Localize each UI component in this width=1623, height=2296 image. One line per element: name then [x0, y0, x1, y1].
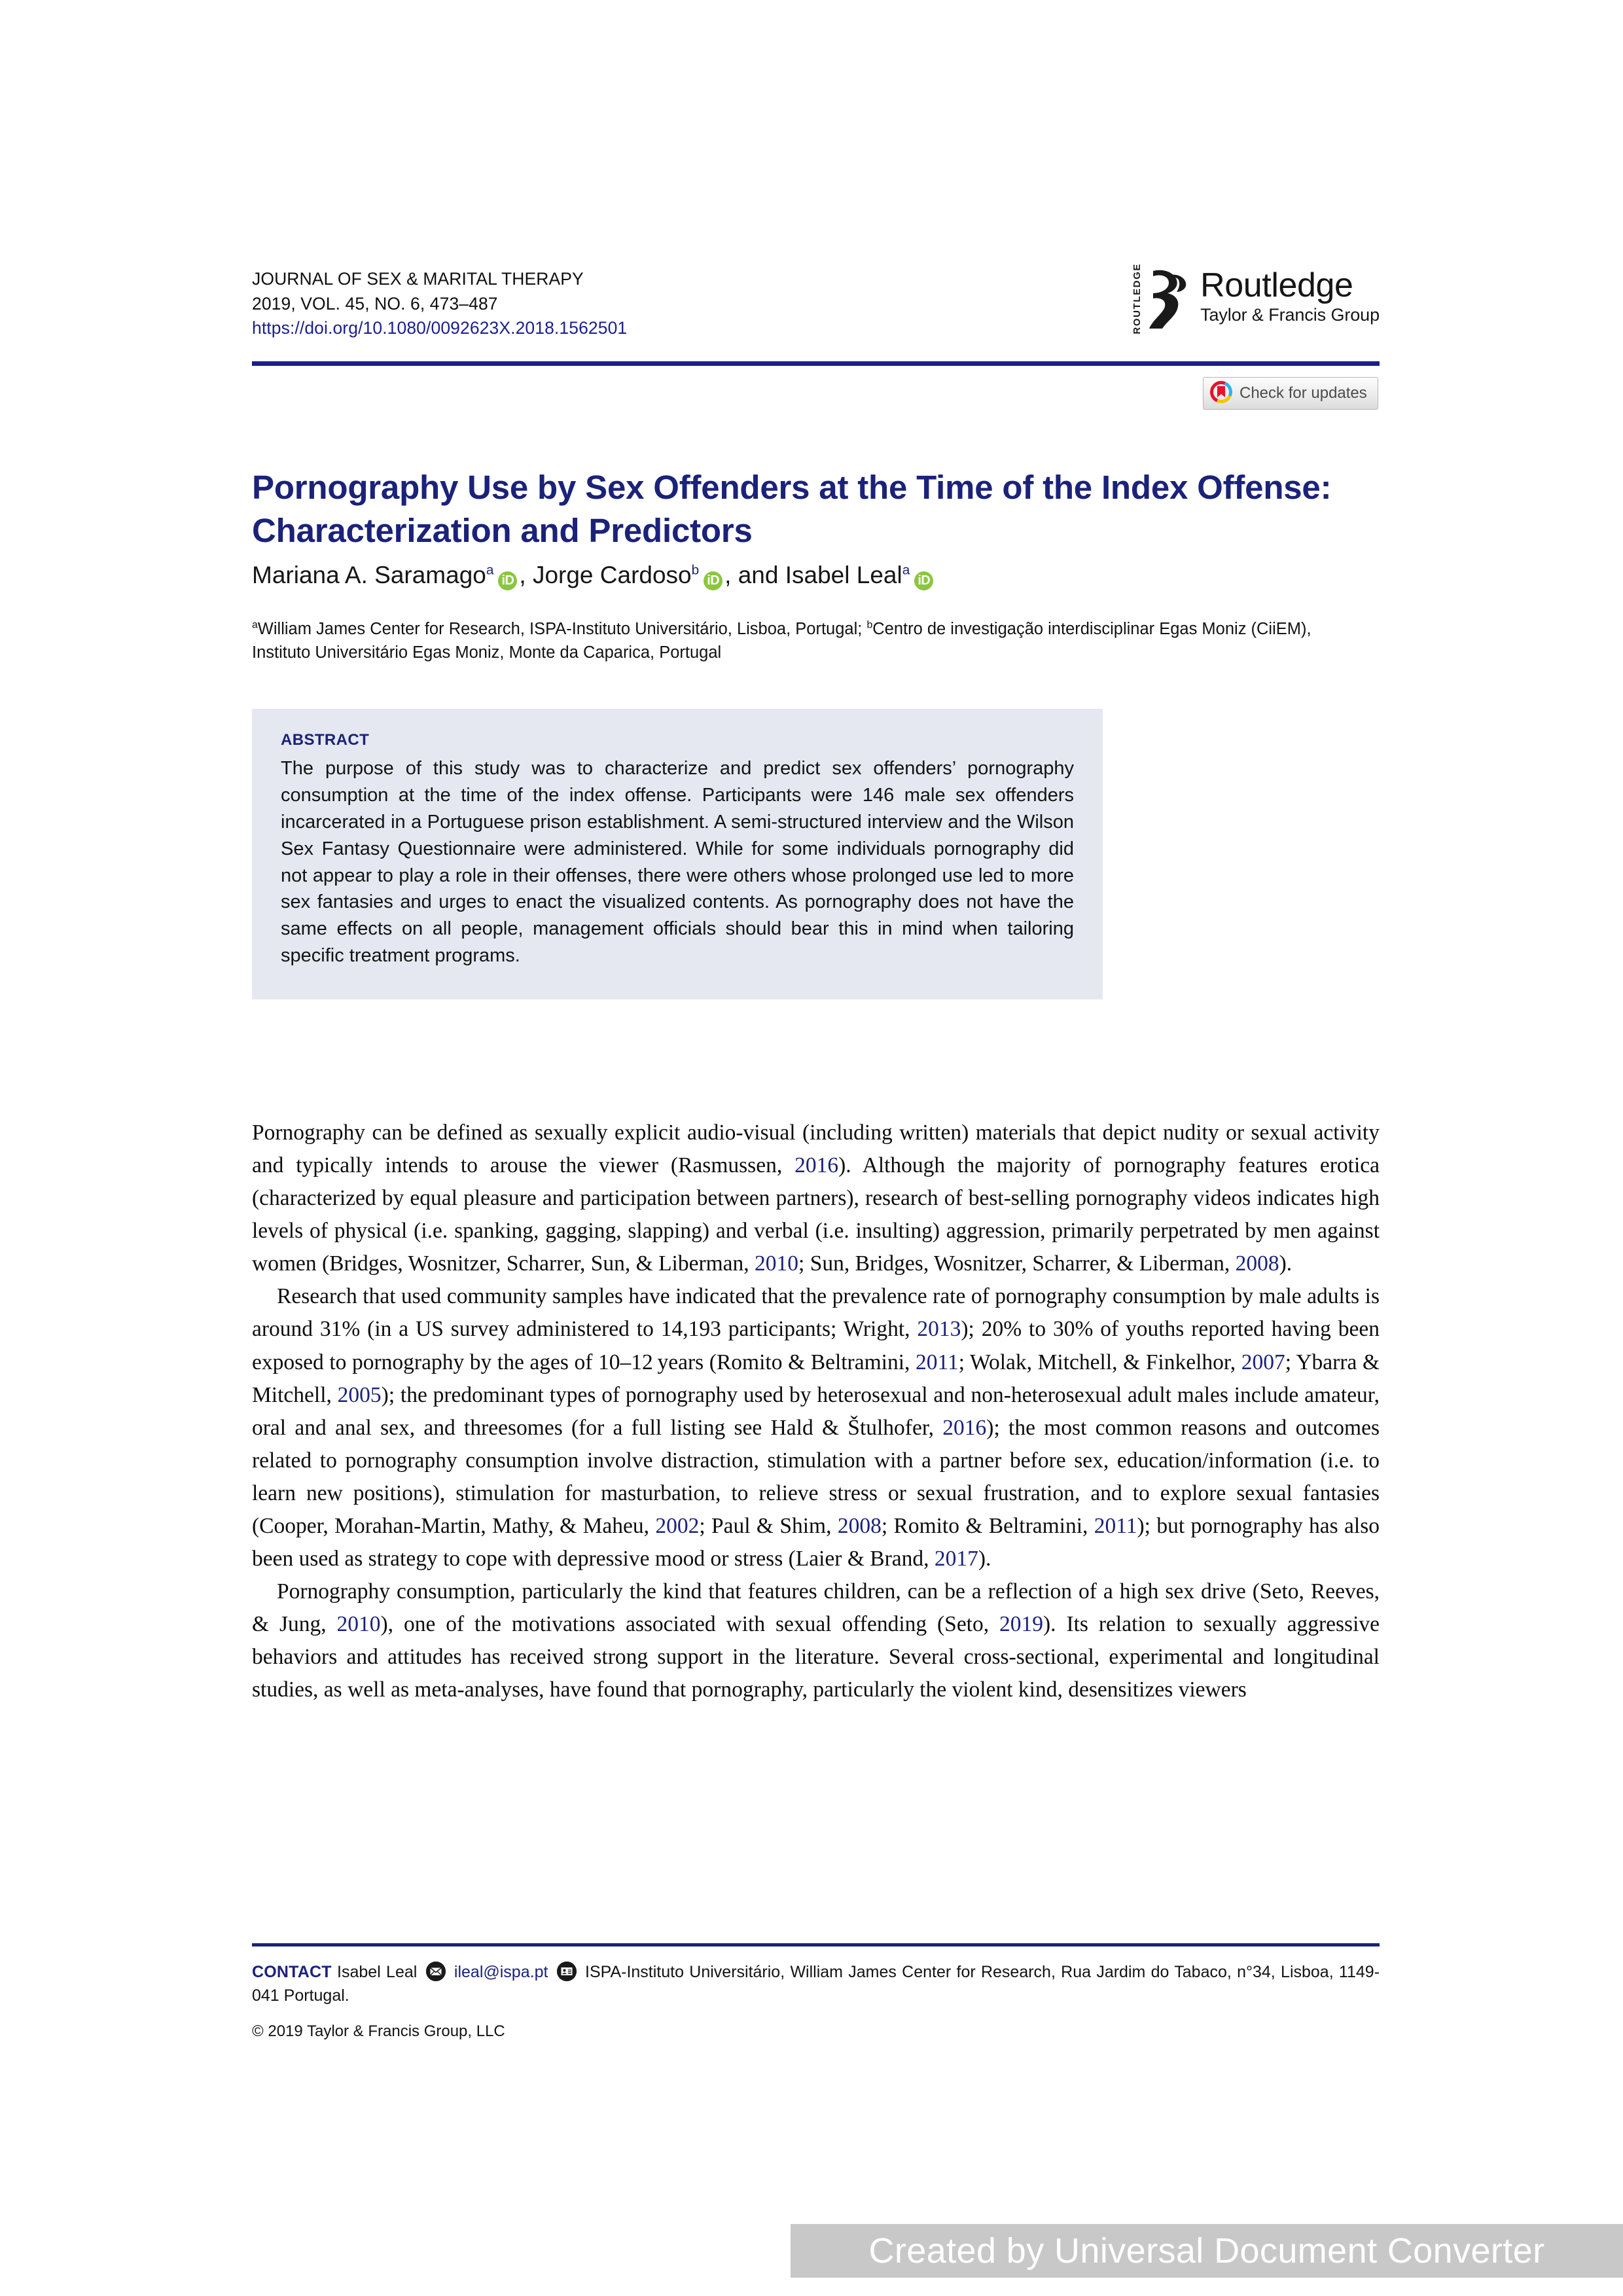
copyright-notice: © 2019 Taylor & Francis Group, LLC	[252, 2022, 505, 2040]
doi-link[interactable]: https://doi.org/10.1080/0092623X.2018.1562501	[252, 318, 628, 338]
citation-year[interactable]: 2010	[755, 1251, 799, 1276]
paragraph-text: ); the predominant types of pornography used by heterosexual and non-heterosexual adult males include amateur, oral and anal sex, and threesomes (for a full listing see Hald & Štulhofer,	[252, 1382, 1380, 1440]
contact-label: CONTACT	[252, 1963, 332, 1981]
orcid-icon-2[interactable]: iD	[704, 571, 722, 590]
orcid-icon-1[interactable]: iD	[498, 571, 517, 590]
publisher-name: Routledge	[1200, 266, 1353, 304]
citation-year[interactable]: 2007	[1241, 1350, 1285, 1374]
journal-name: JOURNAL OF SEX & MARITAL THERAPY	[252, 269, 584, 289]
citation-year[interactable]: 2010	[336, 1612, 381, 1637]
paragraph-text: Pornography consumption, particularly the kind that features children, can be a reflection of a high sex drive (Seto, Reeves, & Jung,	[252, 1579, 1380, 1637]
affiliation-b: Centro de investigação interdisciplinar Egas Moniz (CiiEM), Instituto Universitário Egas Moniz, Monte da Caparica, Portugal	[252, 620, 1311, 662]
abstract-box	[252, 709, 1103, 999]
author-name-3: Isabel Leal	[785, 562, 902, 588]
author-name-2: Jorge Cardoso	[532, 562, 692, 588]
watermark-banner	[791, 2224, 1623, 2278]
citation-year[interactable]: 2002	[655, 1513, 700, 1538]
citation-year[interactable]: 2019	[999, 1612, 1044, 1637]
address-card-icon	[557, 1962, 577, 1981]
paragraph-text: Research that used community samples have indicated that the prevalence rate of pornography consumption by male adults is around 31% (in a US survey administered to 14,193 participants; Wright,	[252, 1284, 1380, 1342]
routledge-vertical-label: ROUTLEDGE	[1132, 262, 1143, 334]
journal-issue-line: 2019, VOL. 45, NO. 6, 473–487	[252, 293, 498, 314]
contact-name: Isabel Leal	[337, 1963, 418, 1981]
affiliation-a: William James Center for Research, ISPA-Instituto Universitário, Lisboa, Portugal;	[257, 620, 867, 638]
crossmark-icon	[1210, 381, 1232, 406]
affiliation-marker-b: b	[866, 619, 873, 631]
paragraph-text: ). Although the majority of pornography features erotica (characterized by equal pleasure and participation between partners), research of best-selling pornography videos indicates high levels of physical (i.e. spanking, gagging, slapping) and verbal (i.e. insulting) aggression, primarily perpetrated by men against women (Bridges, Wosnitzer, Scharrer, Sun, & Liberman,	[252, 1153, 1380, 1276]
paragraph-text: ). Its relation to sexually aggressive behaviors and attitudes has received strong support in the literature. Several cross-sectional, experimental and longitudinal studies, as well as meta-analyses, have found that pornography, particularly the violent kind, desensitizes viewers	[252, 1612, 1380, 1702]
publisher-tagline: Taylor & Francis Group	[1200, 305, 1380, 325]
routledge-mark	[1132, 262, 1191, 334]
paragraph-text: ; Sun, Bridges, Wosnitzer, Scharrer, & Liberman,	[798, 1251, 1236, 1276]
abstract-text: The purpose of this study was to characterize and predict sex offenders’ pornography consumption at the time of the index offense. Participants were 146 male sex offenders incarcerated in a Portuguese prison establishment. A semi-structured interview and the Wilson Sex Fantasy Questionnaire were administered. While for some individuals pornography did not appear to play a role in their offenses, there were others whose prolonged use led to more sex fantasies and urges to enact the visualized contents. As pornography does not have the same effects on all people, management officials should bear this in mind when tailoring specific treatment programs.	[281, 758, 1074, 967]
paragraph-text: ; Paul & Shim,	[699, 1513, 838, 1538]
article-body	[252, 1117, 1380, 1706]
author-separator-1: ,	[519, 562, 533, 588]
citation-year[interactable]: 2016	[942, 1415, 987, 1440]
routledge-r-glyph-icon	[1144, 270, 1191, 329]
check-for-updates-button[interactable]	[1203, 377, 1378, 410]
citation-year[interactable]: 2011	[915, 1350, 959, 1374]
author-separator-2: , and	[724, 562, 785, 588]
contact-address: ISPA-Instituto Universitário, William James Center for Research, Rua Jardim do Tabaco, n°34, Lisboa, 1149-041 Portugal.	[252, 1963, 1380, 2005]
masthead	[252, 262, 1380, 341]
citation-year[interactable]: 2013	[917, 1317, 961, 1342]
crossmark-label: Check for updates	[1240, 384, 1367, 402]
routledge-logo	[1132, 262, 1380, 334]
affiliation-marker-a: a	[252, 619, 258, 631]
envelope-icon	[426, 1962, 446, 1981]
paragraph-text: ), one of the motivations associated with sexual offending (Seto,	[380, 1612, 1000, 1637]
journal-meta	[252, 267, 627, 341]
paragraph-text: ); but pornography has also been used as strategy to cope with depressive mood or stress (Laier & Brand,	[252, 1513, 1380, 1571]
paragraph-text: ).	[1279, 1251, 1293, 1276]
paragraph-text: ).	[978, 1547, 991, 1571]
body-paragraph-2	[252, 1280, 1380, 1575]
author-affiliation-marker-1: a	[486, 562, 494, 578]
citation-year[interactable]: 2008	[837, 1513, 882, 1538]
body-paragraph-3	[252, 1575, 1380, 1706]
affiliations	[252, 618, 1364, 664]
citation-year[interactable]: 2008	[1235, 1251, 1279, 1276]
masthead-divider	[252, 361, 1380, 366]
citation-year[interactable]: 2017	[934, 1547, 978, 1571]
footer-divider	[252, 1943, 1380, 1946]
author-affiliation-marker-2: b	[691, 562, 700, 578]
paragraph-text: ); 20% to 30% of youths reported having been exposed to pornography by the ages of 10–12 years (Romito & Beltramini,	[252, 1317, 1380, 1374]
page-title: Pornography Use by Sex Offenders at the Time of the Index Offense: Characterization and Predictors	[252, 469, 1332, 550]
paragraph-text: ; Romito & Beltramini,	[881, 1513, 1094, 1538]
paragraph-text: ); the most common reasons and outcomes related to pornography consumption involve distraction, stimulation with a partner before sex, education/information (i.e. to learn new positions), stimulation for masturbation, to relieve stress or sexual frustration, and to explore sexual fantasies (Cooper, Morahan-Martin, Mathy, & Maheu,	[252, 1415, 1380, 1538]
routledge-wordmark	[1200, 268, 1380, 324]
paragraph-text: ; Ybarra & Mitchell,	[252, 1350, 1380, 1407]
contact-note	[252, 1960, 1380, 2007]
paragraph-text: ; Wolak, Mitchell, & Finkelhor,	[958, 1350, 1241, 1374]
author-list	[252, 561, 1364, 590]
orcid-icon-3[interactable]: iD	[914, 571, 933, 590]
watermark-text: Created by Universal Document Converter	[868, 2231, 1545, 2270]
citation-year[interactable]: 2011	[1094, 1513, 1137, 1538]
citation-year[interactable]: 2005	[337, 1382, 382, 1407]
body-paragraph-1	[252, 1117, 1380, 1280]
contact-email[interactable]: ileal@ispa.pt	[454, 1963, 548, 1981]
author-name-1: Mariana A. Saramago	[252, 562, 486, 588]
author-affiliation-marker-3: a	[902, 562, 910, 578]
abstract-heading: ABSTRACT	[281, 731, 370, 749]
citation-year[interactable]: 2016	[794, 1153, 839, 1178]
paragraph-text: Pornography can be defined as sexually explicit audio-visual (including written) materials that depict nudity or sexual activity and typically intends to arouse the viewer (Rasmussen,	[252, 1121, 1380, 1178]
